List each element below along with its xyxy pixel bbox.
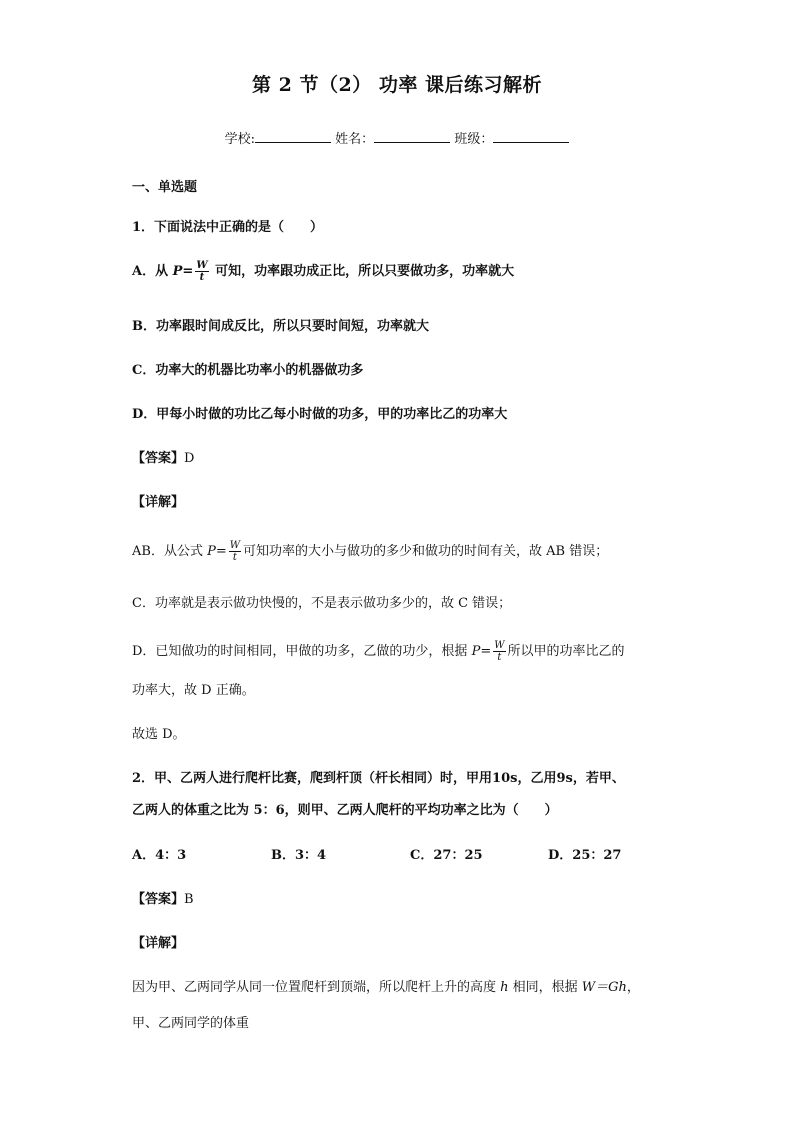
class-label: 班级： bbox=[454, 132, 494, 147]
q1-option-a bbox=[132, 260, 514, 283]
name-blank[interactable] bbox=[374, 130, 450, 143]
section-heading: 一、单选题 bbox=[132, 180, 198, 195]
formula-numerator: W bbox=[229, 540, 241, 551]
q2-option-b: B．3：4 bbox=[271, 848, 327, 863]
q1-explanation-d bbox=[132, 640, 625, 663]
q1-exp-d-prefix: D．已知做功的时间相同，甲做的功多，乙做的功少，根据 bbox=[132, 644, 468, 659]
q1-detail-label: 【详解】 bbox=[132, 495, 185, 510]
formula-p-symbol: P bbox=[471, 644, 481, 659]
q1-stem: 1．下面说法中正确的是（ ） bbox=[132, 220, 324, 235]
page-title: 第 2 节（2） 功率 课后练习解析 bbox=[252, 74, 542, 96]
q1-conclusion: 故选 D。 bbox=[132, 727, 186, 742]
q2-option-c: C．27：25 bbox=[410, 848, 483, 863]
q2-exp-mid: 相同，根据 bbox=[508, 980, 582, 995]
q1-option-c: C．功率大的机器比功率小的机器做功多 bbox=[132, 363, 364, 378]
q2-stem-line1: 2．甲、乙两人进行爬杆比赛，爬到杆顶（杆长相同）时，甲用10s，乙用9s，若甲、 bbox=[132, 771, 625, 786]
formula-p-symbol: P bbox=[207, 544, 216, 559]
q1-answer-label: 【答案】 bbox=[132, 451, 185, 466]
q2-option-d: D．25：27 bbox=[548, 848, 622, 863]
formula-denominator: t bbox=[232, 552, 237, 563]
q1-exp-d-suffix: 所以甲的功率比乙的 bbox=[507, 644, 625, 659]
formula-eq: = bbox=[215, 544, 227, 559]
q1-answer bbox=[132, 447, 194, 466]
q1-exp-ab-prefix: AB．从公式 bbox=[132, 544, 203, 559]
q2-detail-label: 【详解】 bbox=[132, 936, 185, 951]
q2-answer-value: B bbox=[184, 892, 194, 907]
q1-option-b: B．功率跟时间成反比，所以只要时间短，功率就大 bbox=[132, 319, 429, 334]
q2-exp-formula: W＝Gh bbox=[581, 980, 627, 995]
school-blank[interactable] bbox=[255, 130, 331, 143]
formula-p-symbol: P bbox=[172, 264, 183, 279]
q1-explanation-c: C．功率就是表示做功快慢的，不是表示做功多少的，故 C 错误； bbox=[132, 596, 512, 611]
q1-option-d: D．甲每小时做的功比乙每小时做的功多，甲的功率比乙的功率大 bbox=[132, 407, 508, 422]
q2-exp-prefix: 因为甲、乙两同学从同一位置爬杆到顶端，所以爬杆上升的高度 bbox=[132, 980, 501, 995]
formula-fraction bbox=[493, 640, 505, 663]
q2-explanation-line1 bbox=[132, 976, 640, 995]
q2-exp-h-symbol: h bbox=[500, 980, 509, 995]
q1-option-a-prefix: A．从 bbox=[132, 264, 169, 279]
formula-numerator: W bbox=[196, 260, 208, 271]
formula-denominator: t bbox=[199, 272, 205, 283]
q1-exp-ab-suffix: 可知功率的大小与做功的多少和做功的时间有关，故 AB 错误； bbox=[243, 544, 609, 559]
q1-explanation-d-line2: 功率大，故 D 正确。 bbox=[132, 683, 255, 698]
formula-numerator: W bbox=[494, 640, 505, 651]
q2-answer-label: 【答案】 bbox=[132, 892, 185, 907]
formula-eq: = bbox=[182, 264, 194, 279]
q2-exp-end: ， bbox=[626, 980, 640, 995]
q2-stem-line2: 乙两人的体重之比为 5：6，则甲、乙两人爬杆的平均功率之比为（ ） bbox=[132, 803, 558, 818]
formula-eq: = bbox=[480, 644, 492, 659]
formula-fraction bbox=[195, 260, 208, 283]
class-blank[interactable] bbox=[493, 130, 569, 143]
name-label: 姓名： bbox=[335, 132, 375, 147]
formula-fraction bbox=[229, 540, 241, 563]
q1-answer-value: D bbox=[184, 451, 195, 466]
q1-explanation-ab bbox=[132, 540, 608, 563]
school-label: 学校: bbox=[224, 132, 256, 147]
q2-option-a: A．4：3 bbox=[132, 848, 187, 863]
q1-option-a-suffix: 可知，功率跟功成正比，所以只要做功多，功率就大 bbox=[215, 264, 515, 279]
formula-denominator: t bbox=[497, 652, 502, 663]
q2-explanation-line2: 甲、乙两同学的体重 bbox=[132, 1016, 250, 1031]
q2-answer bbox=[132, 888, 194, 907]
student-info-line bbox=[0, 128, 794, 147]
